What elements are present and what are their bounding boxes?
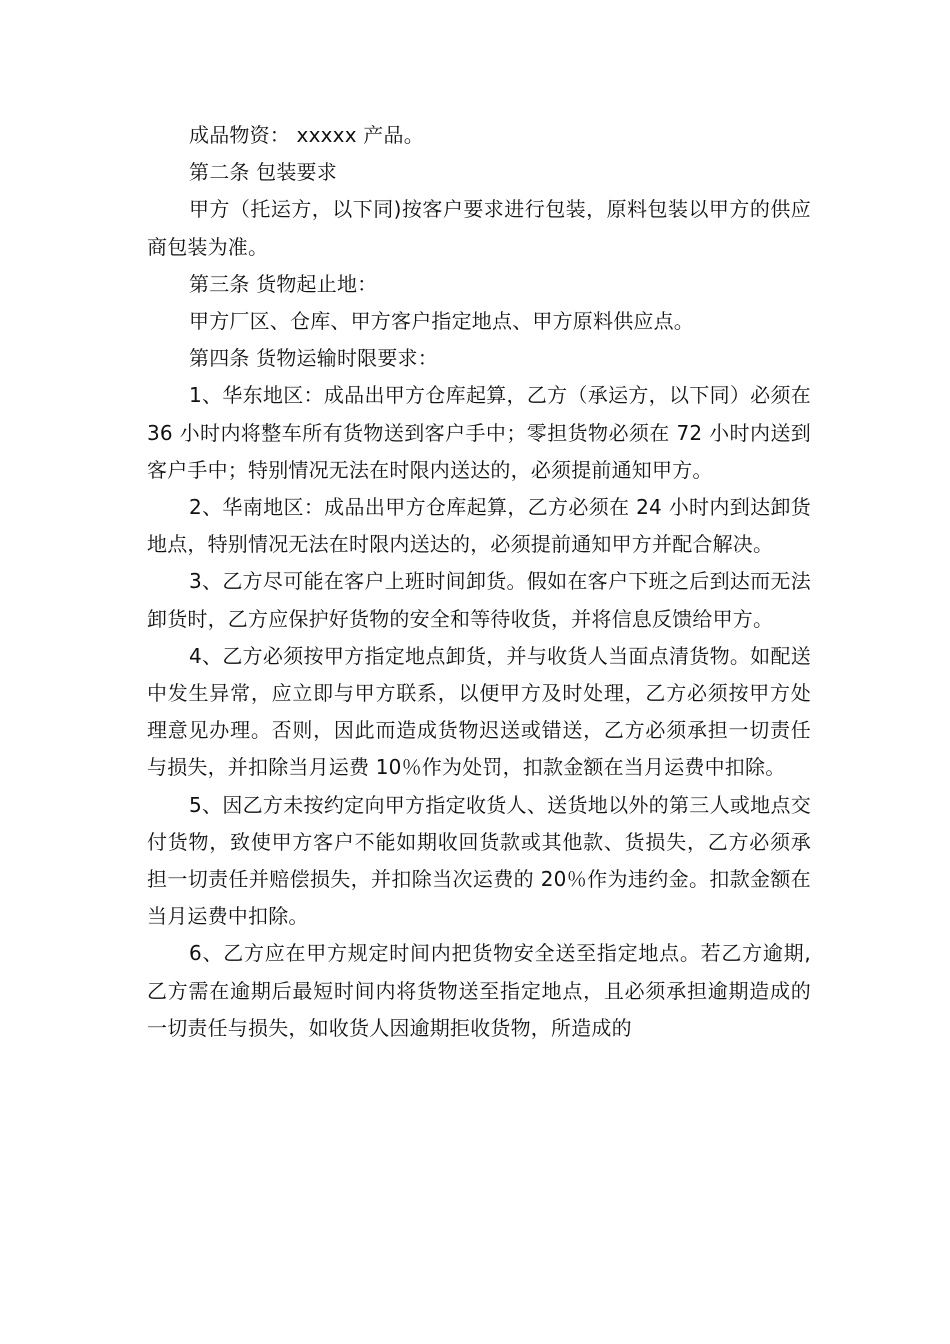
clause-4-designated-location: 4、乙方必须按甲方指定地点卸货，并与收货人当面点清货物。如配送中发生异常，应立即与甲方联系，以便甲方及时处理，乙方必须按甲方处理意见办理。否则，因此而造成货物迟送或错送，乙方必须承担一切责任与损失，并扣除当月运费 10％作为处罚，扣款金额在当月运费中扣除。 xyxy=(147,643,811,780)
paragraph-finished-goods: 成品物资： xxxxx 产品。 xyxy=(189,123,424,147)
paragraph-packaging: 甲方（托运方，以下同)按客户要求进行包装，原料包装以甲方的供应商包装为准。 xyxy=(147,197,811,259)
paragraph-locations: 甲方厂区、仓库、甲方客户指定地点、甲方原料供应点。 xyxy=(189,309,694,334)
clause-2-south-china: 2、华南地区：成品出甲方仓库起算，乙方必须在 24 小时内到达卸货地点，特别情况无法在时限内送达的，必须提前通知甲方并配合解决。 xyxy=(147,495,811,557)
clause-3-unloading: 3、乙方尽可能在客户上班时间卸货。假如在客户下班之后到达而无法卸货时，乙方应保护好货物的安全和等待收货，并将信息反馈给甲方。 xyxy=(147,569,811,631)
heading-article-3: 第三条 货物起止地： xyxy=(189,271,378,296)
heading-article-4: 第四条 货物运输时限要求： xyxy=(189,346,438,371)
heading-article-2: 第二条 包装要求 xyxy=(189,160,337,185)
clause-1-east-china: 1、华东地区：成品出甲方仓库起算，乙方（承运方，以下同）必须在 36 小时内将整车所有货物送到客户手中；零担货物必须在 72 小时内送到客户手中；特别情况无法在时限内送达的，必须提前通知甲方。 xyxy=(147,383,811,482)
clause-5-wrong-delivery: 5、因乙方未按约定向甲方指定收货人、送货地以外的第三人或地点交付货物，致使甲方客户不能如期收回货款或其他款、货损失，乙方必须承担一切责任并赔偿损失，并扣除当次运费的 20％作为违约金。扣款金额在当月运费中扣除。 xyxy=(147,792,811,929)
document-body xyxy=(147,117,811,1047)
clause-6-overdue: 6、乙方应在甲方规定时间内把货物安全送至指定地点。若乙方逾期,乙方需在逾期后最短时间内将货物送至指定地点，且必须承担逾期造成的一切责任与损失，如收货人因逾期拒收货物，所造成的 xyxy=(147,941,811,1040)
